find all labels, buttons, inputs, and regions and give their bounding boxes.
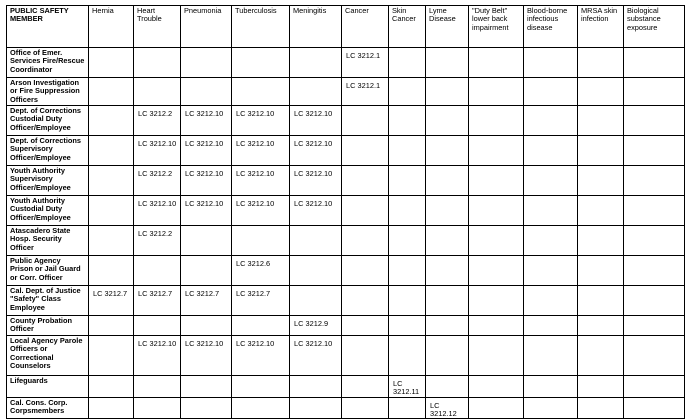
table-row xyxy=(7,286,685,316)
row-label-cell: Office of Emer. Services Fire/Rescue Coordinator xyxy=(7,48,89,78)
statute-cell xyxy=(389,316,426,336)
statute-cell xyxy=(426,166,469,196)
statute-cell xyxy=(89,136,134,166)
statute-cell xyxy=(469,196,524,226)
statute-cell: LC 3212.2 xyxy=(134,106,181,136)
statute-cell xyxy=(578,256,624,286)
column-header: Tuberculosis xyxy=(232,6,290,48)
statute-cell xyxy=(624,376,685,398)
row-label-cell: Youth Authority Supervisory Officer/Employee xyxy=(7,166,89,196)
statute-cell: LC 3212.10 xyxy=(181,196,232,226)
column-header: Meningitis xyxy=(290,6,342,48)
row-label-cell: Cal. Cons. Corp. Corpsmembers xyxy=(7,397,89,419)
table-row xyxy=(7,397,685,419)
statute-cell xyxy=(232,48,290,78)
statute-cell: LC 3212.11 xyxy=(389,376,426,398)
statute-cell: LC 3212.1 xyxy=(342,48,389,78)
row-label-cell: County Probation Officer xyxy=(7,316,89,336)
statute-cell xyxy=(389,286,426,316)
row-label-cell: Lifeguards xyxy=(7,376,89,398)
statute-cell xyxy=(89,48,134,78)
statute-cell xyxy=(89,316,134,336)
statute-cell xyxy=(624,256,685,286)
statute-cell xyxy=(624,336,685,376)
statute-cell: LC 3212.10 xyxy=(134,196,181,226)
statute-cell xyxy=(342,226,389,256)
statute-cell: LC 3212.7 xyxy=(232,286,290,316)
row-label-cell: Atascadero State Hosp. Security Officer xyxy=(7,226,89,256)
statute-cell xyxy=(134,78,181,106)
statute-cell xyxy=(389,256,426,286)
statute-cell xyxy=(426,196,469,226)
statute-cell xyxy=(524,256,578,286)
statute-cell: LC 3212.10 xyxy=(290,196,342,226)
statute-cell: LC 3212.10 xyxy=(134,136,181,166)
statute-cell xyxy=(181,256,232,286)
row-label-cell: Public Agency Prison or Jail Guard or Corr. Officer xyxy=(7,256,89,286)
statute-cell xyxy=(469,316,524,336)
statute-cell: LC 3212.10 xyxy=(181,106,232,136)
statute-cell xyxy=(232,316,290,336)
statute-cell: LC 3212.10 xyxy=(232,106,290,136)
statute-cell xyxy=(524,316,578,336)
statute-cell xyxy=(524,226,578,256)
statute-cell: LC 3212.12 xyxy=(426,397,469,419)
statute-cell xyxy=(578,376,624,398)
column-header: Blood-borne infectious disease xyxy=(524,6,578,48)
statute-cell xyxy=(624,316,685,336)
statute-cell xyxy=(624,286,685,316)
statute-cell xyxy=(624,196,685,226)
column-header: Pneumonia xyxy=(181,6,232,48)
statute-cell xyxy=(290,397,342,419)
statute-cell xyxy=(134,256,181,286)
statute-cell xyxy=(89,336,134,376)
statute-cell xyxy=(342,336,389,376)
column-header: Hernia xyxy=(89,6,134,48)
statute-cell xyxy=(426,78,469,106)
statute-cell xyxy=(89,397,134,419)
statute-cell: LC 3212.10 xyxy=(181,136,232,166)
statute-cell xyxy=(426,336,469,376)
statute-cell xyxy=(524,48,578,78)
statute-cell: LC 3212.10 xyxy=(232,196,290,226)
statute-cell xyxy=(426,376,469,398)
column-header: Heart Trouble xyxy=(134,6,181,48)
statute-cell xyxy=(290,48,342,78)
statute-cell xyxy=(624,106,685,136)
statute-cell xyxy=(578,336,624,376)
statute-cell: LC 3212.10 xyxy=(290,166,342,196)
statute-cell: LC 3212.7 xyxy=(181,286,232,316)
statute-cell xyxy=(181,78,232,106)
statute-cell xyxy=(524,286,578,316)
statute-cell xyxy=(469,78,524,106)
statute-cell xyxy=(578,196,624,226)
statute-cell xyxy=(89,106,134,136)
statute-cell xyxy=(469,397,524,419)
statute-cell xyxy=(426,136,469,166)
statute-cell xyxy=(389,48,426,78)
statute-cell xyxy=(181,397,232,419)
column-header: Lyme Disease xyxy=(426,6,469,48)
statute-cell xyxy=(342,286,389,316)
statute-cell xyxy=(342,316,389,336)
statute-cell xyxy=(389,166,426,196)
statute-cell xyxy=(389,106,426,136)
statute-cell xyxy=(290,78,342,106)
table-row xyxy=(7,78,685,106)
statute-cell xyxy=(389,78,426,106)
statute-cell: LC 3212.10 xyxy=(290,336,342,376)
statute-cell xyxy=(342,106,389,136)
statute-cell: LC 3212.10 xyxy=(232,336,290,376)
statute-cell xyxy=(469,136,524,166)
statute-cell xyxy=(134,316,181,336)
statute-cell: LC 3212.1 xyxy=(342,78,389,106)
statute-cell xyxy=(578,78,624,106)
column-header: Skin Cancer xyxy=(389,6,426,48)
statute-cell xyxy=(232,78,290,106)
table-row xyxy=(7,196,685,226)
statute-cell xyxy=(426,286,469,316)
statute-cell xyxy=(232,376,290,398)
statute-cell: LC 3212.2 xyxy=(134,226,181,256)
statute-cell xyxy=(469,48,524,78)
statute-cell xyxy=(389,196,426,226)
statute-cell xyxy=(469,336,524,376)
statute-cell xyxy=(232,397,290,419)
statute-cell: LC 3212.10 xyxy=(232,166,290,196)
statute-cell xyxy=(181,376,232,398)
statute-cell xyxy=(232,226,290,256)
statute-cell xyxy=(524,376,578,398)
statute-cell xyxy=(290,226,342,256)
statute-cell xyxy=(469,256,524,286)
statute-cell xyxy=(578,316,624,336)
statute-cell xyxy=(524,136,578,166)
statute-cell: LC 3212.2 xyxy=(134,166,181,196)
statute-cell xyxy=(342,166,389,196)
statute-cell: LC 3212.10 xyxy=(290,106,342,136)
statute-cell xyxy=(578,397,624,419)
statute-cell xyxy=(181,226,232,256)
statute-cell xyxy=(342,256,389,286)
statute-cell xyxy=(89,196,134,226)
statute-cell xyxy=(181,316,232,336)
presumption-table xyxy=(6,5,685,419)
statute-cell xyxy=(181,48,232,78)
statute-cell xyxy=(469,106,524,136)
column-header: Biological substance exposure xyxy=(624,6,685,48)
statute-cell xyxy=(290,376,342,398)
statute-cell xyxy=(578,286,624,316)
statute-cell xyxy=(524,78,578,106)
statute-cell: LC 3212.9 xyxy=(290,316,342,336)
statute-cell xyxy=(290,256,342,286)
row-label-cell: Arson Investigation or Fire Suppression Officers xyxy=(7,78,89,106)
statute-cell xyxy=(578,226,624,256)
statute-cell xyxy=(389,397,426,419)
statute-cell: LC 3212.7 xyxy=(89,286,134,316)
statute-cell: LC 3212.10 xyxy=(181,166,232,196)
table-row xyxy=(7,106,685,136)
statute-cell xyxy=(290,286,342,316)
statute-cell xyxy=(524,106,578,136)
statute-cell xyxy=(624,78,685,106)
statute-cell: LC 3212.6 xyxy=(232,256,290,286)
statute-cell xyxy=(342,136,389,166)
statute-cell xyxy=(342,376,389,398)
statute-cell xyxy=(134,48,181,78)
table-row xyxy=(7,336,685,376)
statute-cell xyxy=(426,256,469,286)
statute-cell xyxy=(624,136,685,166)
row-label-cell: Youth Authority Custodial Duty Officer/Employee xyxy=(7,196,89,226)
statute-cell xyxy=(89,78,134,106)
statute-cell xyxy=(578,48,624,78)
table-row xyxy=(7,316,685,336)
statute-cell xyxy=(624,226,685,256)
statute-cell xyxy=(426,48,469,78)
table-row xyxy=(7,166,685,196)
statute-cell xyxy=(389,226,426,256)
statute-cell: LC 3212.10 xyxy=(232,136,290,166)
header-public-safety-member: PUBLIC SAFETY MEMBER xyxy=(7,6,89,48)
column-header: Cancer xyxy=(342,6,389,48)
table-row xyxy=(7,256,685,286)
statute-cell: LC 3212.10 xyxy=(181,336,232,376)
statute-cell: LC 3212.10 xyxy=(290,136,342,166)
statute-cell xyxy=(578,136,624,166)
statute-cell xyxy=(524,196,578,226)
table-row xyxy=(7,226,685,256)
statute-cell xyxy=(89,376,134,398)
statute-cell xyxy=(89,166,134,196)
statute-cell xyxy=(578,166,624,196)
statute-cell xyxy=(524,166,578,196)
column-header: MRSA skin infection xyxy=(578,6,624,48)
row-label-cell: Dept. of Corrections Custodial Duty Officer/Employee xyxy=(7,106,89,136)
statute-cell xyxy=(624,397,685,419)
statute-cell xyxy=(389,336,426,376)
statute-cell xyxy=(426,316,469,336)
statute-cell xyxy=(89,226,134,256)
table-row xyxy=(7,136,685,166)
header-row xyxy=(7,6,685,48)
statute-cell: LC 3212.7 xyxy=(134,286,181,316)
statute-cell xyxy=(342,397,389,419)
statute-cell xyxy=(134,397,181,419)
row-label-cell: Local Agency Parole Officers or Correctional Counselors xyxy=(7,336,89,376)
statute-cell xyxy=(624,166,685,196)
row-label-cell: Dept. of Corrections Supervisory Officer/Employee xyxy=(7,136,89,166)
statute-cell xyxy=(469,376,524,398)
column-header: "Duty Belt" lower back impairment xyxy=(469,6,524,48)
statute-cell xyxy=(624,48,685,78)
statute-cell xyxy=(134,376,181,398)
statute-cell xyxy=(524,336,578,376)
statute-cell xyxy=(469,226,524,256)
statute-cell xyxy=(426,106,469,136)
statute-cell xyxy=(389,136,426,166)
statute-cell xyxy=(342,196,389,226)
statute-cell xyxy=(89,256,134,286)
row-label-cell: Cal. Dept. of Justice "Safety" Class Employee xyxy=(7,286,89,316)
table-row xyxy=(7,48,685,78)
statute-cell xyxy=(469,166,524,196)
statute-cell xyxy=(524,397,578,419)
statute-cell xyxy=(469,286,524,316)
table-row xyxy=(7,376,685,398)
statute-cell xyxy=(578,106,624,136)
statute-cell xyxy=(426,226,469,256)
statute-cell: LC 3212.10 xyxy=(134,336,181,376)
